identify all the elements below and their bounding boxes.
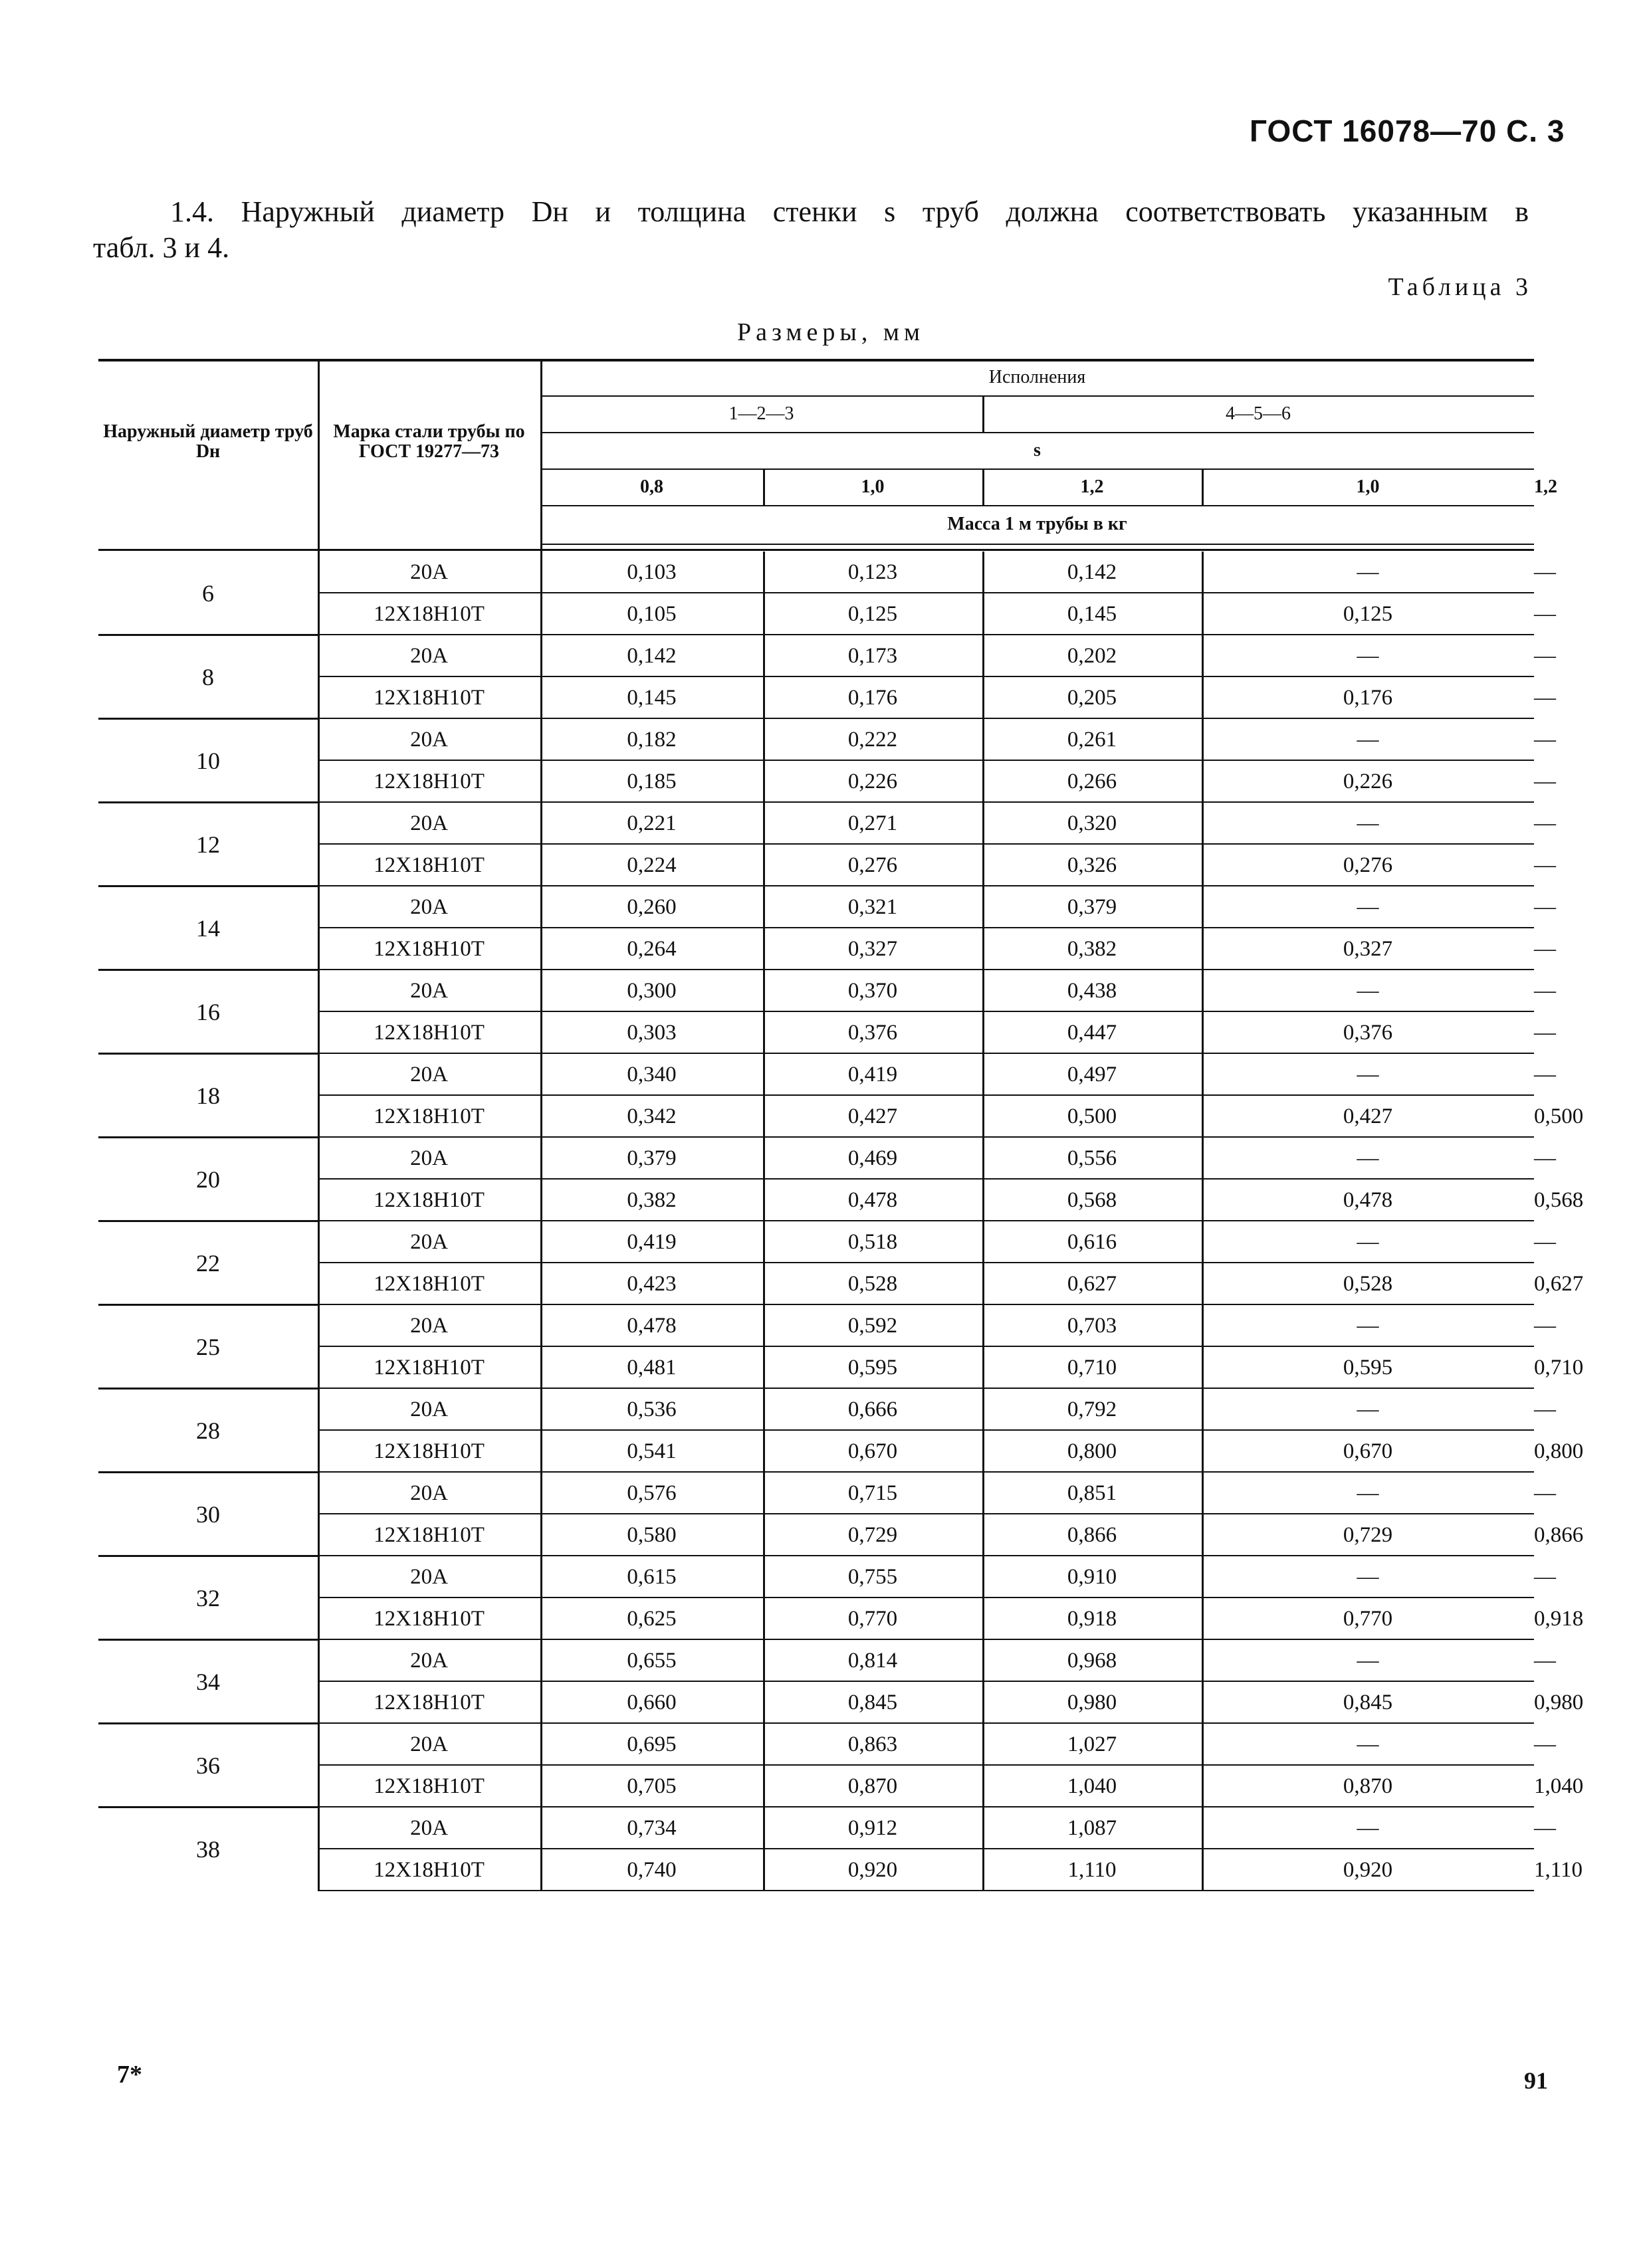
mass-cell: 0,655 <box>627 1649 677 1673</box>
mass-cell: 0,342 <box>627 1104 677 1128</box>
mass-cell: — <box>1534 1481 1556 1505</box>
mass-cell: — <box>1534 560 1556 584</box>
diameter-cell: 38 <box>196 1836 220 1863</box>
mass-cell: 0,260 <box>627 895 677 919</box>
diameter-cell: 30 <box>196 1501 220 1528</box>
mass-cell: 0,715 <box>847 1481 898 1505</box>
mass-cell: 0,320 <box>1067 811 1117 835</box>
mass-cell: 0,202 <box>1067 644 1117 668</box>
mass-cell: — <box>1357 1397 1379 1421</box>
steel-grade-cell: 12X18H10T <box>374 1439 485 1463</box>
header-group-1: 1—2—3 <box>728 403 794 424</box>
mass-cell: 0,478 <box>847 1188 898 1212</box>
mass-cell: 0,379 <box>1067 895 1117 919</box>
mass-cell: 0,469 <box>847 1146 898 1170</box>
mass-cell: 0,568 <box>1067 1188 1117 1212</box>
steel-grade-cell: 20A <box>410 1649 448 1673</box>
mass-cell: 0,266 <box>1067 770 1117 793</box>
mass-cell: — <box>1357 1565 1379 1589</box>
page-number: 91 <box>1524 2067 1548 2094</box>
mass-cell: 0,427 <box>847 1104 898 1128</box>
mass-cell: 0,185 <box>627 770 677 793</box>
mass-cell: 0,142 <box>1067 560 1117 584</box>
header-group-2: 4—5—6 <box>1226 403 1291 424</box>
mass-cell: 0,770 <box>1343 1607 1393 1631</box>
mass-cell: 0,541 <box>627 1439 677 1463</box>
mass-cell: 0,173 <box>847 644 898 668</box>
mass-cell: 0,327 <box>1343 937 1393 961</box>
mass-cell: 0,176 <box>847 686 898 710</box>
mass-cell: 0,205 <box>1067 686 1117 710</box>
steel-grade-cell: 12X18H10T <box>374 1356 485 1380</box>
mass-cell: — <box>1534 1565 1556 1589</box>
mass-cell: 0,327 <box>847 937 898 961</box>
mass-cell: 0,910 <box>1067 1565 1117 1589</box>
diameter-cell: 36 <box>196 1752 220 1779</box>
steel-grade-cell: 12X18H10T <box>374 853 485 877</box>
mass-cell: 1,087 <box>1067 1816 1117 1840</box>
mass-cell: 0,670 <box>847 1439 898 1463</box>
mass-cell: 0,500 <box>1067 1104 1117 1128</box>
steel-grade-cell: 12X18H10T <box>374 1104 485 1128</box>
mass-cell: 0,176 <box>1343 686 1393 710</box>
steel-grade-cell: 20A <box>410 811 448 835</box>
steel-grade-cell: 20A <box>410 895 448 919</box>
mass-cell: 0,340 <box>627 1063 677 1086</box>
mass-cell: 0,595 <box>847 1356 898 1380</box>
mass-cell: 0,221 <box>627 811 677 835</box>
diameter-cell: 28 <box>196 1417 220 1444</box>
mass-cell: 0,500 <box>1534 1104 1584 1128</box>
mass-cell: 0,528 <box>847 1272 898 1296</box>
diameter-cell: 32 <box>196 1585 220 1611</box>
diameter-cell: 8 <box>202 664 214 690</box>
mass-cell: 0,419 <box>847 1063 898 1086</box>
steel-grade-cell: 12X18H10T <box>374 1523 485 1547</box>
table-units: Размеры, мм <box>736 318 925 346</box>
steel-grade-cell: 20A <box>410 1565 448 1589</box>
steel-grade-cell: 20A <box>410 1816 448 1840</box>
mass-cell: 0,303 <box>627 1021 677 1045</box>
mass-cell: 0,182 <box>627 728 677 752</box>
mass-cell: 0,800 <box>1067 1439 1117 1463</box>
mass-cell: — <box>1357 1230 1379 1254</box>
mass-cell: 0,814 <box>847 1649 898 1673</box>
mass-cell: 0,592 <box>847 1314 898 1338</box>
mass-cell: — <box>1534 770 1556 793</box>
mass-cell: 0,729 <box>847 1523 898 1547</box>
mass-cell: 0,478 <box>1343 1188 1393 1212</box>
diameter-cell: 20 <box>196 1166 220 1193</box>
mass-cell: 0,125 <box>1343 602 1393 626</box>
intro-line-2: табл. 3 и 4. <box>93 231 230 264</box>
header-bottom-rule <box>98 549 1534 551</box>
mass-cell: 0,870 <box>847 1774 898 1798</box>
mass-cell: 0,125 <box>847 602 898 626</box>
mass-cell: 0,481 <box>627 1356 677 1380</box>
mass-cell: 0,326 <box>1067 853 1117 877</box>
mass-cell: 0,276 <box>1343 853 1393 877</box>
steel-grade-cell: 20A <box>410 1481 448 1505</box>
mass-cell: 0,142 <box>627 644 677 668</box>
header-thickness: 0,8 <box>640 476 663 497</box>
mass-cell: — <box>1357 1816 1379 1840</box>
mass-cell: — <box>1357 644 1379 668</box>
mass-cell: — <box>1534 1397 1556 1421</box>
mass-cell: 0,226 <box>847 770 898 793</box>
mass-cell: 0,419 <box>627 1230 677 1254</box>
mass-cell: 0,300 <box>627 979 677 1003</box>
mass-cell: — <box>1534 1021 1556 1045</box>
diameter-cell: 22 <box>196 1250 220 1277</box>
mass-cell: — <box>1357 1146 1379 1170</box>
header-rule <box>540 544 1534 545</box>
mass-cell: 0,770 <box>847 1607 898 1631</box>
header-wall-thickness: s <box>1034 439 1041 461</box>
diameter-cell: 12 <box>196 831 220 858</box>
mass-cell: 0,370 <box>847 979 898 1003</box>
diameter-cell: 25 <box>196 1334 220 1360</box>
mass-cell: 0,145 <box>627 686 677 710</box>
mass-cell: 0,729 <box>1343 1523 1393 1547</box>
mass-cell: 0,918 <box>1534 1607 1584 1631</box>
header-steel-grade: Марка стали трубы по ГОСТ 19277—73 <box>333 421 525 462</box>
mass-cell: 0,576 <box>627 1481 677 1505</box>
mass-cell: — <box>1357 1314 1379 1338</box>
mass-cell: 0,792 <box>1067 1397 1117 1421</box>
steel-grade-cell: 12X18H10T <box>374 602 485 626</box>
steel-grade-cell: 20A <box>410 1732 448 1756</box>
mass-cell: — <box>1357 1481 1379 1505</box>
mass-cell: 0,447 <box>1067 1021 1117 1045</box>
mass-cell: 0,123 <box>847 560 898 584</box>
mass-cell: 0,497 <box>1067 1063 1117 1086</box>
mass-cell: 0,376 <box>1343 1021 1393 1045</box>
mass-cell: 0,866 <box>1067 1523 1117 1547</box>
mass-cell: — <box>1534 602 1556 626</box>
mass-cell: 0,536 <box>627 1397 677 1421</box>
mass-cell: 0,382 <box>627 1188 677 1212</box>
mass-cell: 0,105 <box>627 602 677 626</box>
intro-line-1: 1.4. Наружный диаметр Dн и толщина стенки s труб должна соответствовать указанным в <box>170 195 1529 228</box>
mass-cell: — <box>1357 1732 1379 1756</box>
mass-cell: 0,145 <box>1067 602 1117 626</box>
mass-cell: 0,379 <box>627 1146 677 1170</box>
steel-grade-cell: 12X18H10T <box>374 937 485 961</box>
header-thickness: 1,0 <box>1356 476 1380 497</box>
mass-cell: 0,920 <box>1343 1858 1393 1882</box>
footer-sheet-mark: 7* <box>117 2061 142 2089</box>
mass-cell: — <box>1534 728 1556 752</box>
mass-cell: 0,616 <box>1067 1230 1117 1254</box>
mass-cell: 0,595 <box>1343 1356 1393 1380</box>
mass-cell: 0,423 <box>627 1272 677 1296</box>
mass-cell: 0,264 <box>627 937 677 961</box>
header-thickness: 1,2 <box>1080 476 1104 497</box>
mass-cell: 0,863 <box>847 1732 898 1756</box>
mass-cell: 0,666 <box>847 1397 898 1421</box>
steel-grade-cell: 20A <box>410 979 448 1003</box>
header-thickness: 1,2 <box>1534 476 1557 497</box>
mass-cell: — <box>1357 895 1379 919</box>
steel-grade-cell: 12X18H10T <box>374 1691 485 1714</box>
header-thickness: 1,0 <box>861 476 885 497</box>
mass-cell: 1,040 <box>1067 1774 1117 1798</box>
mass-cell: — <box>1534 895 1556 919</box>
mass-cell: — <box>1534 853 1556 877</box>
steel-grade-cell: 12X18H10T <box>374 1858 485 1882</box>
steel-grade-cell: 12X18H10T <box>374 1021 485 1045</box>
mass-cell: 1,040 <box>1534 1774 1584 1798</box>
mass-cell: — <box>1357 811 1379 835</box>
mass-cell: 0,376 <box>847 1021 898 1045</box>
steel-grade-cell: 20A <box>410 728 448 752</box>
diameter-cell: 6 <box>202 580 214 607</box>
mass-cell: 0,870 <box>1343 1774 1393 1798</box>
mass-cell: 0,845 <box>1343 1691 1393 1714</box>
mass-cell: 0,912 <box>847 1816 898 1840</box>
mass-cell: — <box>1534 979 1556 1003</box>
table-label: Таблица 3 <box>1388 273 1532 301</box>
steel-grade-cell: 20A <box>410 1397 448 1421</box>
mass-cell: — <box>1534 1230 1556 1254</box>
mass-cell: 0,980 <box>1534 1691 1584 1714</box>
mass-cell: — <box>1357 728 1379 752</box>
diameter-cell: 34 <box>196 1669 220 1695</box>
mass-cell: 1,027 <box>1067 1732 1117 1756</box>
mass-cell: 0,918 <box>1067 1607 1117 1631</box>
mass-cell: 0,528 <box>1343 1272 1393 1296</box>
mass-cell: — <box>1534 811 1556 835</box>
mass-cell: 0,670 <box>1343 1439 1393 1463</box>
header-diameter: Наружный диаметр труб Dн <box>103 421 313 462</box>
steel-grade-cell: 12X18H10T <box>374 1272 485 1296</box>
mass-cell: 0,224 <box>627 853 677 877</box>
header-versions: Исполнения <box>988 366 1086 387</box>
mass-cell: 0,615 <box>627 1565 677 1589</box>
mass-cell: 1,110 <box>1534 1858 1583 1882</box>
mass-cell: — <box>1534 1314 1556 1338</box>
mass-cell: 0,703 <box>1067 1314 1117 1338</box>
mass-cell: — <box>1534 1649 1556 1673</box>
mass-cell: 0,627 <box>1534 1272 1584 1296</box>
mass-cell: 0,271 <box>847 811 898 835</box>
mass-cell: 1,110 <box>1067 1858 1117 1882</box>
intro-paragraph <box>93 194 1529 266</box>
steel-grade-cell: 12X18H10T <box>374 770 485 793</box>
steel-grade-cell: 20A <box>410 644 448 668</box>
mass-cell: 0,321 <box>847 895 898 919</box>
mass-cell: 0,800 <box>1534 1439 1584 1463</box>
mass-cell: — <box>1534 937 1556 961</box>
mass-cell: 0,382 <box>1067 937 1117 961</box>
diameter-cell: 16 <box>196 999 220 1025</box>
steel-grade-cell: 20A <box>410 1314 448 1338</box>
steel-grade-cell: 20A <box>410 1063 448 1086</box>
mass-cell: — <box>1534 1063 1556 1086</box>
mass-cell: — <box>1534 1816 1556 1840</box>
steel-grade-cell: 20A <box>410 1230 448 1254</box>
mass-cell: 0,710 <box>1067 1356 1117 1380</box>
mass-cell: 0,427 <box>1343 1104 1393 1128</box>
diameter-cell: 14 <box>196 915 220 942</box>
mass-cell: 0,103 <box>627 560 677 584</box>
mass-cell: — <box>1534 686 1556 710</box>
mass-cell: 0,968 <box>1067 1649 1117 1673</box>
mass-cell: — <box>1534 1732 1556 1756</box>
mass-cell: 0,851 <box>1067 1481 1117 1505</box>
mass-cell: — <box>1534 644 1556 668</box>
mass-cell: 0,980 <box>1067 1691 1117 1714</box>
mass-cell: 0,740 <box>627 1858 677 1882</box>
mass-cell: — <box>1534 1146 1556 1170</box>
mass-cell: 0,261 <box>1067 728 1117 752</box>
mass-cell: 0,845 <box>847 1691 898 1714</box>
row-rule <box>318 1890 1534 1891</box>
steel-grade-cell: 12X18H10T <box>374 1607 485 1631</box>
mass-cell: — <box>1357 1063 1379 1086</box>
document-header: ГОСТ 16078—70 С. 3 <box>1250 114 1565 148</box>
mass-cell: 0,755 <box>847 1565 898 1589</box>
mass-cell: 0,556 <box>1067 1146 1117 1170</box>
mass-cell: 0,226 <box>1343 770 1393 793</box>
mass-cell: 0,568 <box>1534 1188 1584 1212</box>
mass-cell: 0,222 <box>847 728 898 752</box>
mass-cell: — <box>1357 1649 1379 1673</box>
mass-cell: 0,627 <box>1067 1272 1117 1296</box>
mass-cell: — <box>1357 560 1379 584</box>
steel-grade-cell: 12X18H10T <box>374 686 485 710</box>
mass-cell: 0,705 <box>627 1774 677 1798</box>
steel-grade-cell: 12X18H10T <box>374 1774 485 1798</box>
steel-grade-cell: 20A <box>410 560 448 584</box>
mass-cell: 0,580 <box>627 1523 677 1547</box>
mass-cell: 0,276 <box>847 853 898 877</box>
mass-cell: 0,438 <box>1067 979 1117 1003</box>
mass-cell: 0,734 <box>627 1816 677 1840</box>
mass-cell: 0,695 <box>627 1732 677 1756</box>
mass-cell: 0,660 <box>627 1691 677 1714</box>
mass-cell: 0,518 <box>847 1230 898 1254</box>
mass-cell: — <box>1357 979 1379 1003</box>
mass-cell: 0,920 <box>847 1858 898 1882</box>
diameter-cell: 10 <box>196 748 220 774</box>
diameter-cell: 18 <box>196 1082 220 1109</box>
mass-cell: 0,710 <box>1534 1356 1584 1380</box>
mass-table <box>98 359 1584 1914</box>
mass-cell: 0,866 <box>1534 1523 1584 1547</box>
mass-cell: 0,478 <box>627 1314 677 1338</box>
mass-cell: 0,625 <box>627 1607 677 1631</box>
header-mass: Масса 1 м трубы в кг <box>947 514 1127 534</box>
steel-grade-cell: 12X18H10T <box>374 1188 485 1212</box>
steel-grade-cell: 20A <box>410 1146 448 1170</box>
